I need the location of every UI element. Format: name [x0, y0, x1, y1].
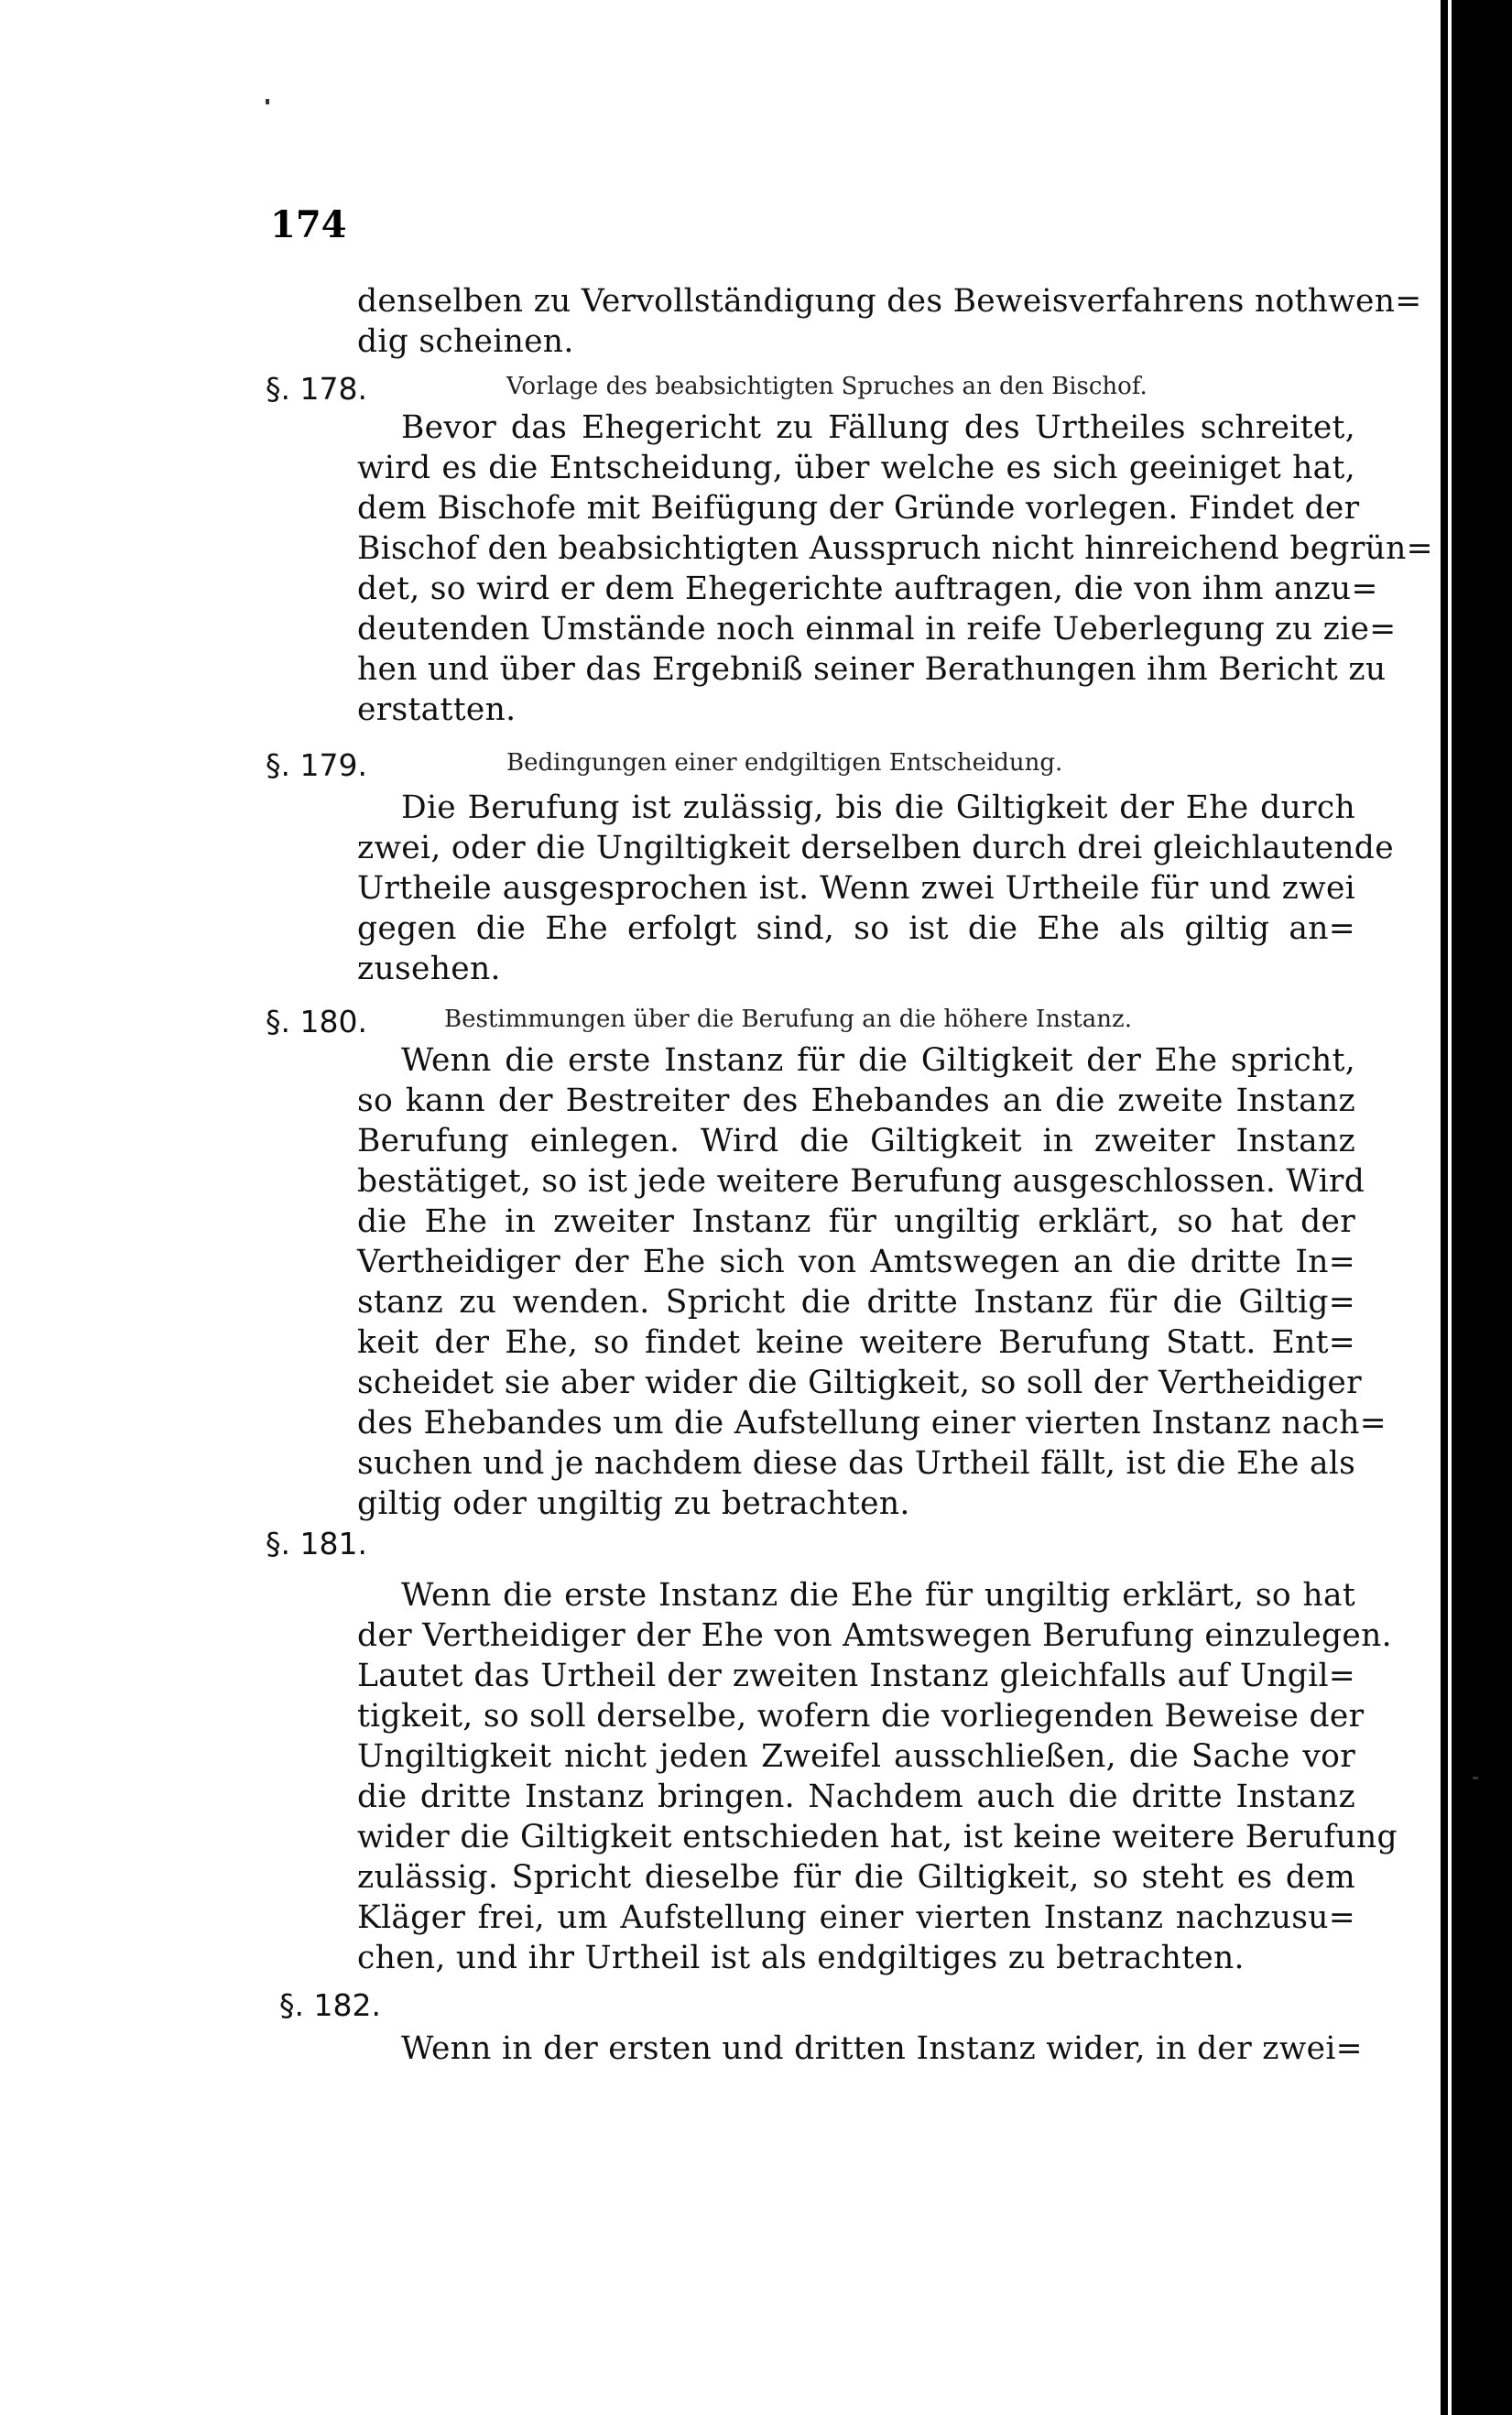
text-line: die dritte Instanz bringen. Nachdem auch die dritte Instanz	[357, 1779, 1355, 1815]
text-line: hen und über das Ergebniß seiner Berathungen ihm Bericht zu	[357, 651, 1387, 688]
text-line: denselben zu Vervollständigung des Beweisverfahrens nothwen=	[357, 283, 1422, 320]
text-line: scheidet sie aber wider die Giltigkeit, so soll der Vertheidiger	[357, 1365, 1362, 1401]
text-line: die Ehe in zweiter Instanz für ungiltig erklärt, so hat der	[357, 1203, 1355, 1240]
text-line: Kläger frei, um Aufstellung einer vierten Instanz nachzusu=	[357, 1899, 1355, 1936]
section-number: §. 182.	[279, 1987, 381, 2023]
text-line: wird es die Entscheidung, über welche es sich geeiniget hat,	[357, 450, 1355, 486]
text-line: bestätiget, so ist jede weitere Berufung ausgeschlossen. Wird	[357, 1163, 1365, 1200]
text-line: Bischof den beabsichtigten Ausspruch nicht hinreichend begrün=	[357, 530, 1433, 567]
text-line: zusehen.	[357, 951, 501, 987]
section-number: §. 180.	[266, 1004, 367, 1039]
text-line: det, so wird er dem Ehegerichte auftragen, die von ihm anzu=	[357, 571, 1378, 607]
text-line: erstatten.	[357, 691, 517, 728]
text-line: des Ehebandes um die Aufstellung einer vierten Instanz nach=	[357, 1405, 1387, 1441]
text-line: Wenn die erste Instanz die Ehe für ungiltig erklärt, so hat	[401, 1577, 1355, 1614]
text-line: Berufung einlegen. Wird die Giltigkeit in zweiter Instanz	[357, 1123, 1355, 1159]
text-line: gegen die Ehe erfolgt sind, so ist die Ehe als giltig an=	[357, 910, 1355, 947]
text-line: suchen und je nachdem diese das Urtheil fällt, ist die Ehe als	[357, 1445, 1356, 1482]
text-line: so kann der Bestreiter des Ehebandes an die zweite Instanz	[357, 1082, 1355, 1119]
text-line: Bevor das Ehegericht zu Fällung des Urtheiles schreitet,	[401, 409, 1355, 446]
text-line: Ungiltigkeit nicht jeden Zweifel ausschließen, die Sache vor	[357, 1738, 1355, 1775]
section-title: Bedingungen einer endgiltigen Entscheidung.	[506, 749, 1063, 777]
text-line: Wenn die erste Instanz für die Giltigkeit der Ehe spricht,	[401, 1042, 1355, 1079]
text-line: chen, und ihr Urtheil ist als endgiltiges zu betrachten.	[357, 1940, 1245, 1976]
text-line: tigkeit, so soll derselbe, wofern die vorliegenden Beweise der	[357, 1698, 1365, 1735]
section-number: §. 179.	[266, 747, 367, 783]
section-number: §. 181.	[266, 1526, 367, 1561]
text-line: deutenden Umstände noch einmal in reife Ueberlegung zu zie=	[357, 611, 1397, 647]
text-line: Vertheidiger der Ehe sich von Amtswegen an die dritte In=	[357, 1244, 1355, 1280]
text-line: dig scheinen.	[357, 323, 574, 360]
text-line: giltig oder ungiltig zu betrachten.	[357, 1485, 910, 1522]
text-line: dem Bischofe mit Beifügung der Gründe vorlegen. Findet der	[357, 490, 1360, 527]
text-line: Lautet das Urtheil der zweiten Instanz gleichfalls auf Ungil=	[357, 1658, 1355, 1694]
text-line: Die Berufung ist zulässig, bis die Giltigkeit der Ehe durch	[401, 789, 1355, 826]
page-edge-inner	[1448, 0, 1452, 2415]
text-line: stanz zu wenden. Spricht die dritte Instanz für die Giltig=	[357, 1284, 1355, 1321]
page-edge-gap	[1441, 0, 1448, 2415]
section-title: Bestimmungen über die Berufung an die höhere Instanz.	[444, 1006, 1132, 1033]
scan-speck	[266, 99, 269, 104]
section-title: Vorlage des beabsichtigten Spruches an den Bischof.	[506, 373, 1148, 400]
text-line: keit der Ehe, so findet keine weitere Berufung Statt. Ent=	[357, 1324, 1355, 1361]
scan-speck	[1473, 1777, 1478, 1779]
text-line: zwei, oder die Ungiltigkeit derselben durch drei gleichlautende	[357, 830, 1394, 866]
text-line: zulässig. Spricht dieselbe für die Giltigkeit, so steht es dem	[357, 1859, 1355, 1896]
text-line: wider die Giltigkeit entschieden hat, ist keine weitere Berufung	[357, 1819, 1398, 1855]
text-line: Wenn in der ersten und dritten Instanz wider, in der zwei=	[401, 2030, 1363, 2067]
page-number: 174	[270, 203, 347, 246]
text-line: Urtheile ausgesprochen ist. Wenn zwei Urtheile für und zwei	[357, 870, 1355, 907]
text-line: der Vertheidiger der Ehe von Amtswegen Berufung einzulegen.	[357, 1617, 1392, 1654]
section-number: §. 178.	[266, 371, 367, 407]
